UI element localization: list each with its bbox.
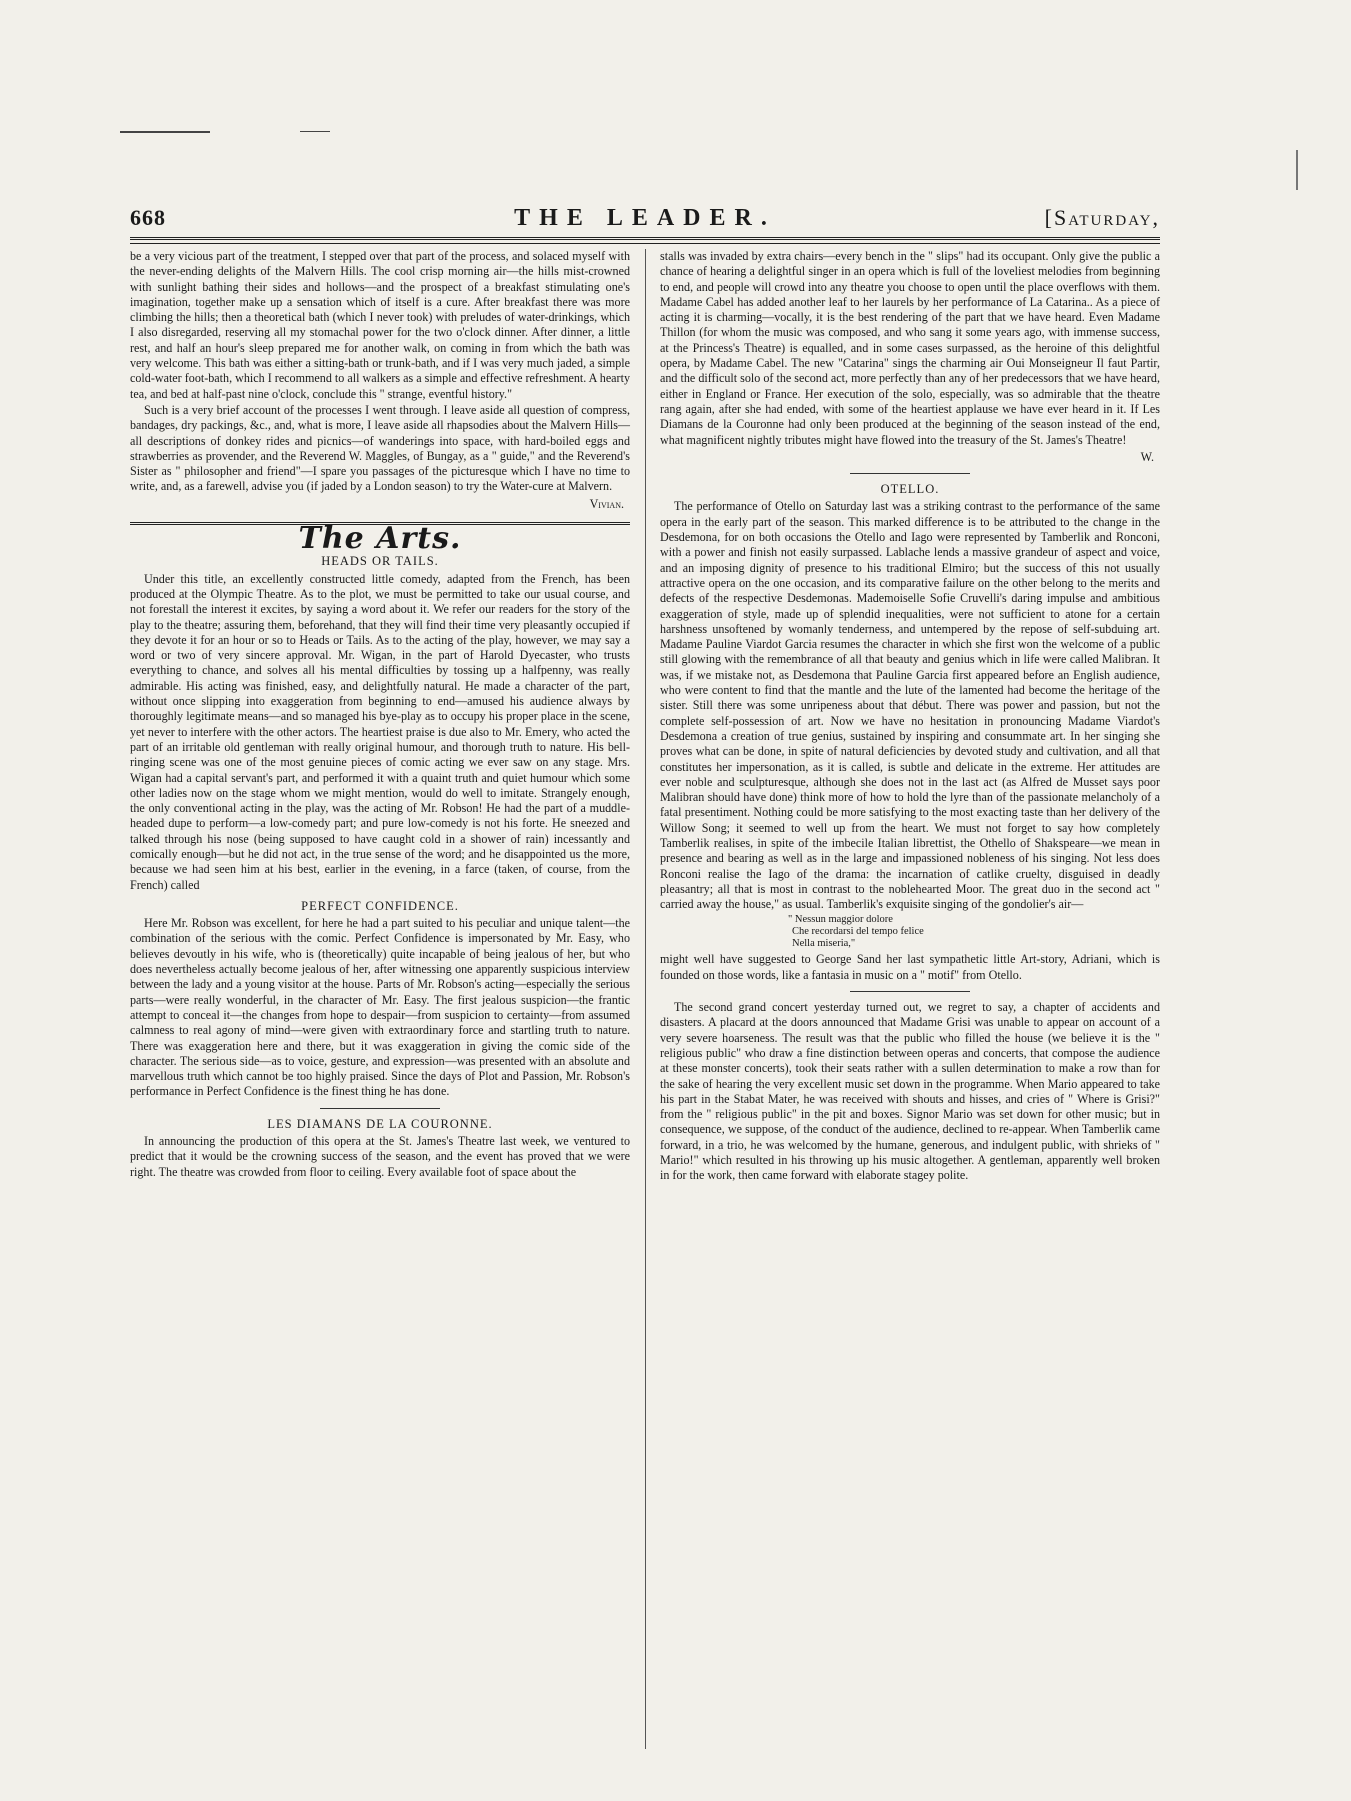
quoted-verse xyxy=(788,914,1160,950)
article-heading: PERFECT CONFIDENCE. xyxy=(301,898,459,913)
article-separator xyxy=(850,991,970,992)
column-divider xyxy=(645,249,646,1749)
article-paragraph: The second grand concert yesterday turned out, we regret to say, a chapter of accidents and disasters. A placard at the doors announced that Madame Grisi was unable to appear on account of a very severe hoarseness. The result was that the public who filled the house (we believe it is the " religious public" who draw a fine distinction between operas and concerts, that compose the audience at these monster concerts), took their seats rather with a sullen determination to make a row than for the sake of hearing the very excellent music set down in the programme. When Mario appeared to take his part in the Stabat Mater, he was received with shouts and hisses, and cries of " Where is Grisi?" from the " religious public" in the pit and boxes. Signor Mario was set down for other music; but in consequence, we suppose, of the conduct of the audience, declined to re-appear. When Tamberlik came forward, in a trio, he was welcomed by the humane, generous, and indulgent public, with shrieks of " Mario!" which resulted in his throwing up his music altogether. A gentleman, apparently well broken in for the work, then came forward with elaborate stagey polite. xyxy=(660,1000,1160,1183)
article-separator xyxy=(850,473,970,474)
article-heading: OTELLO. xyxy=(880,482,940,497)
scan-smudge xyxy=(300,131,330,132)
article-paragraph: stalls was invaded by extra chairs—every bench in the " slips" had its occupant. Only give the public a chance of hearing a delightful singer in an opera which is full of the loveliest melodies from beginning to end, and people will crowd into any theatre you choose to open until the place overflows with them. Madame Cabel has added another leaf to her laurels by her performance of La Catarina.. As a piece of acting it is charming—vocally, it is the best rendering of the part that we have heard. Even Madame Thillon (for whom the music was composed, and who sang it some years ago, with immense success, at the Princess's Theatre) is equalled, and in some cases surpassed, as the heroine of this delightful opera, by Madame Cabel. The new "Catarina" sings the charming air Oui Monseigneur Il faut Partir, and the difficult solo of the second act, more perfectly than any of her predecessors that we have heard, either in England or France. Her execution of the solo, especially, was so admirable that the theatre rang again, after she had ended, with some of the heartiest applause we have ever heard in it. If Les Diamans de la Couronne had only been produced at the beginning of the season instead of the end, what magnificent nightly tributes might have flowed into the treasury of the St. James's Theatre! xyxy=(660,249,1160,447)
article-paragraph: Under this title, an excellently constructed little comedy, adapted from the French, has been produced at the Olympic Theatre. As to the plot, we must be permitted to take our usual course, and not forestall the interest it excites, by saying a word about it. We refer our readers for the story of the play to the theatre; assuring them, beforehand, that they will find their time very pleasantly occupied if they devote it for an hour or so to Heads or Tails. As to the acting of the play, however, we may say a word or two of very sincere approval. Mr. Wigan, in the part of Harold Dyecaster, who trusts everything to chance, and solves all his mental difficulties by tossing up a halfpenny, was really admirable. His acting was finished, easy, and delightfully natural. He made a character of the part, without once slipping into exaggeration from beginning to end—amused his audience always by thoroughly legitimate means—and so managed his bye-play as to occupy his proper place in the scene, yet never to interfere with the other actors. The heartiest praise is due also to Mr. Emery, who acted the part of an irritable old gentleman with really original humour, and thorough truth to nature. His bell-ringing scene was one of the most genuine pieces of comic acting we ever saw on any stage. Mrs. Wigan had a capital servant's part, and performed it with a quaint truth and quiet humour which some other ladies now on the stage whom we might mention, would do well to imitate. Strangely enough, the only conventional acting in the play, was the acting of Mr. Robson! He had the part of a muddle-headed dupe to perform—a low-comedy part; and pure low-comedy is not his forte. He sneezed and talked through his nose (being supposed to have caught cold in a shower of rain) incessantly and comically enough—but he did not act, in the true sense of the word; and he disappointed us the more, because we had seen him at his best, earlier in the evening, in a farce (taken, of course, from the French) called xyxy=(130,571,630,892)
issue-day: [Saturday, xyxy=(1044,205,1160,230)
verse-line: " Nessun maggior dolore xyxy=(788,914,893,926)
article-paragraph: be a very vicious part of the treatment, I stepped over that part of the process, and solaced myself with the never-ending delights of the Malvern Hills. The cool crisp morning air—the hills mist-crowned with sunlight bathing their sides and hollows—and the prospect of a breakfast stimulating one's imagination, together make up a sensation which of itself is a cure. After breakfast there was more climbing the hills; then a theoretical bath (which I never took) with preludes of water-drinkings, which I also disregarded, reserving all my stomachal power for the two o'clock dinner. After dinner, a little rest, and half an hour's sleep prepared me for another walk, on coming in from which the bath was very welcome. This bath was either a sitting-bath or trunk-bath, and if I was very much jaded, a simple cold-water foot-bath, which I recommend to all walkers as a simple and effective refreshment. A hearty tea, and bed at half-past nine o'clock, conclude this " strange, eventful history." xyxy=(130,249,630,401)
article-separator xyxy=(320,1108,440,1109)
newspaper-page xyxy=(130,205,1160,1775)
masthead xyxy=(130,205,1160,231)
author-signature: W. xyxy=(1140,449,1154,464)
page-number: 668 xyxy=(130,205,166,230)
author-signature: Vivian. xyxy=(589,496,624,511)
article-heading: LES DIAMANS DE LA COURONNE. xyxy=(267,1116,493,1131)
left-column xyxy=(130,249,630,1181)
right-column xyxy=(660,249,1160,1185)
newspaper-title: THE LEADER. xyxy=(514,205,776,231)
scan-edge-mark xyxy=(1296,150,1298,190)
verse-line: Che recordarsi del tempo felice xyxy=(792,926,924,938)
article-paragraph: In announcing the production of this opera at the St. James's Theatre last week, we ventured to predict that it would be the crowning success of the season, and the event has proved that we were right. The theatre was crowded from floor to ceiling. Every available foot of space about the xyxy=(130,1134,630,1179)
section-title: The Arts. xyxy=(298,521,462,557)
article-paragraph: The performance of Otello on Saturday last was a striking contrast to the performance of the same opera in the early part of the season. This marked difference is to be attributed to the change in the Desdemona, for on both occasions the Otello and Iago were represented by Tamberlik and Ronconi, with a power and finish not easily surpassed. Lablache lends a massive grandeur of aspect and voice, and an imposing dignity of presence to his traditional Elmiro; but the success of this not usually attractive opera on the one occasion, and its comparative failure on the other belong to the merits and defects of the respective Desdemonas. Mademoiselle Sofie Cruvelli's daring impulse and ambitious exaggeration of style, made up of splendid inequalities, were not sufficient to atone for a certain harshness unsoftened by womanly tenderness, and untempered by the repose of self-subduing art. Madame Pauline Viardot Garcia resumes the character in which she first won the welcome of a public still glowing with the remembrance of all that beauty and genius which in life were called Malibran. It was, if we mistake not, as Desdemona that Pauline Garcia first appeared before an English audience, who were content to find that the mantle and the lute of the lamented had become the heritage of the sister. Still there was some unripeness about that début. There was power and passion, but not the complete self-possession of art. Now we have no hesitation in pronouncing Madame Viardot's Desdemona a creation of true genius, sustained by inspiring and consummate art. In her singing she proves what can be done, in spite of natural deficiencies by devoted study and cultivation, and all that constitutes her impersonation, as it is called, is subtle and delicate in the extreme. Her attitudes are ever noble and sculpturesque, although she does not in the last act (as Alfred de Musset says poor Malibran should have done) think more of how to hold the lyre than of the passionate melancholy of a fatal presentiment. Nothing could be more satisfying to the most exacting taste than her delivery of the Willow Song; it seemed to well up from the heart. We must not forget to say how completely Tamberlik realises, in spite of the imbecile Italian librettist, the Othello of Shakspeare—we mean in presence and bearing as well as in the large and impassioned nobleness of his singing. Not less does Ronconi realise the Iago of the drama: the incarnation of catlike cruelty, disguised in deadly pleasantry; all that is most in contrast to the noblehearted Moor. The great duo in the second act " carried away the house," as usual. Tamberlik's exquisite singing of the gondolier's air— xyxy=(660,499,1160,912)
article-heading: HEADS OR TAILS. xyxy=(321,554,439,569)
verse-line: Nella miseria," xyxy=(792,938,856,950)
masthead-rule xyxy=(130,237,1160,244)
article-paragraph: Here Mr. Robson was excellent, for here he had a part suited to his peculiar and unique talent—the combination of the serious with the comic. Perfect Confidence is impersonated by Mr. Easy, who believes devoutly in his wife, who is (theoretically) quite incapable of being jealous of her, but who does nevertheless actually become jealous of her, after witnessing one apparently suspicious interview between the lady and a young visitor at the house. Parts of Mr. Robson's acting—especially the serious parts—were really wonderful, in the character of Mr. Easy. The first jealous suspicion—the frantic attempt to conceal it—the changes from hope to despair—from suspicion to certainty—from assumed calmness to real agony of mind—were given with extraordinary force and startling truth to nature. There was exaggeration here and there, but it was exaggeration in giving the comic side of the character. The serious side—as to voice, gesture, and expression—was presented with an absolute and marvellous truth which cannot be too highly praised. Since the days of Plot and Passion, Mr. Robson's performance in Perfect Confidence is the finest thing he has done. xyxy=(130,916,630,1099)
article-paragraph: Such is a very brief account of the processes I went through. I leave aside all question of compress, bandages, dry packings, &c., and, what is more, I leave aside all rhapsodies about the Malvern Hills—all descriptions of donkey rides and picnics—of wanderings into space, with hard-boiled eggs and strawberries as provender, and the Reverend W. Maggles, of Bungay, as a " guide," and the Reverend's Sister as " philosopher and friend"—I spare you passages of the picturesque which I have no time to write, and, as a farewell, advise you (if jaded by a London season) to try the Water-cure at Malvern. xyxy=(130,402,630,494)
article-paragraph: might well have suggested to George Sand her last sympathetic little Art-story, Adriani, which is founded on those words, like a fantasia in music on a " motif" from Otello. xyxy=(660,952,1160,982)
scan-smudge xyxy=(120,131,210,133)
